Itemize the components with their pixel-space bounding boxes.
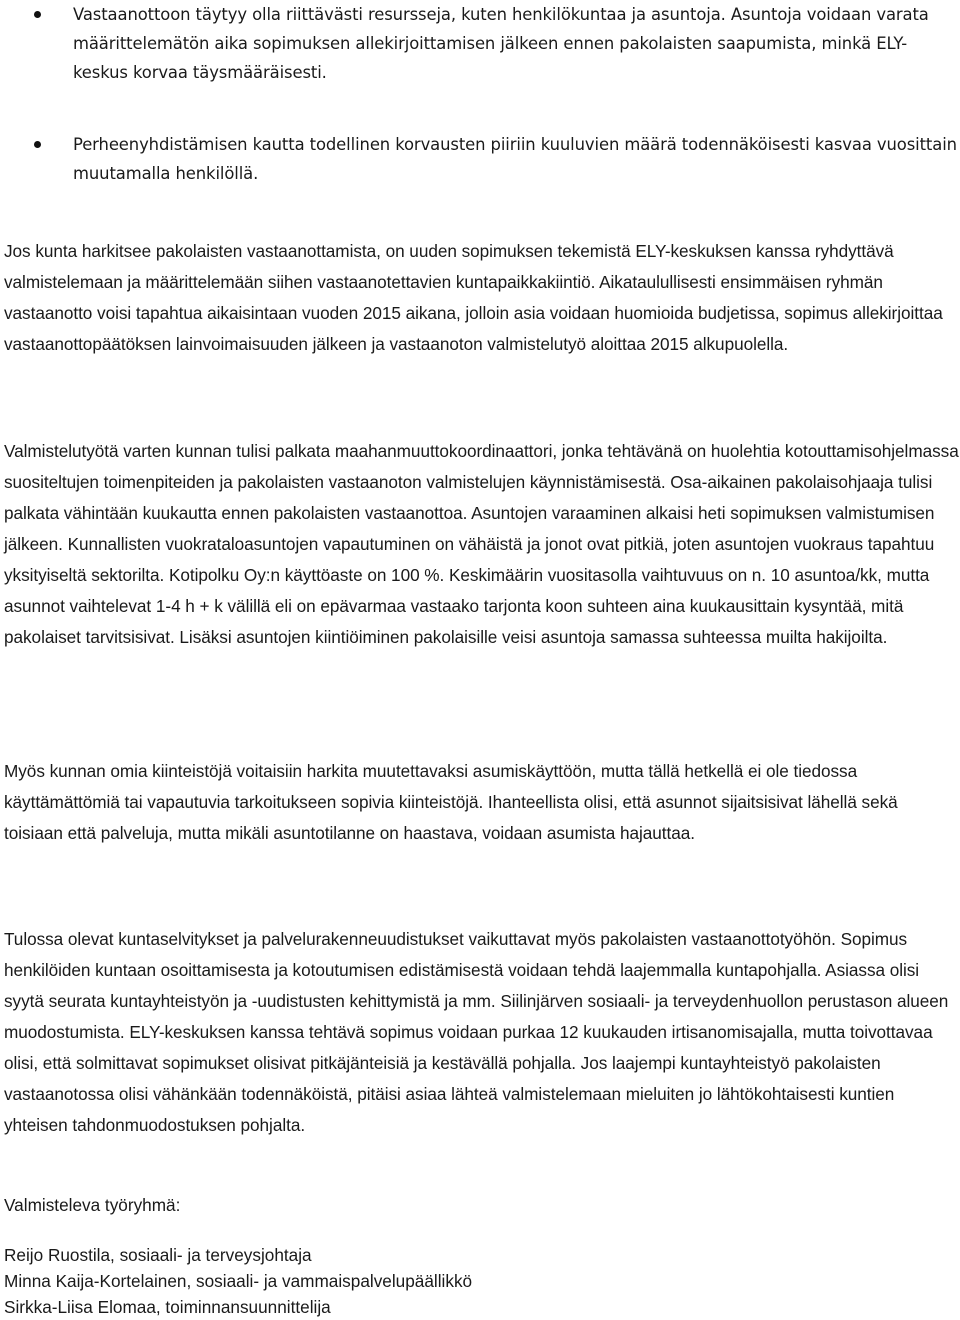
signature-member: Reijo Ruostila, sosiaali- ja terveysjohtaja: [4, 1245, 312, 1265]
bullet-dot-icon: [34, 141, 41, 148]
paragraph-kuntaselvitykset: Tulossa olevat kuntaselvitykset ja palvelurakenneuudistukset vaikuttavat myös pakolaisten vastaanottotyöhön. Sopimus henkilöiden kuntaan osoittamisesta ja kotoutumisen edistämisestä voidaan tehdä laajemmalla kuntapohjalla. Asiassa olisi syytä seurata kuntayhteistyön ja -uudistusten kehittymistä ja mm. Siilinjärven sosiaali- ja terveydenhuollon perustason alueen muodostumista. ELY-keskuksen kanssa tehtävä sopimus voidaan purkaa 12 kuukauden irtisanomisajalla, mutta toivottavaa olisi, että solmittavat sopimukset olisivat pitkäjänteisiä ja kestävällä pohjalla. Jos laajempi kuntayhteistyö pakolaisten vastaanotossa olisi vähänkään todennäköistä, pitäisi asiaa lähteä valmistelemaan mieluiten jo lähtökohtaisesti kuntien yhteisen tahdonmuodostuksen pohjalta.: [4, 929, 949, 1135]
bullet-text: Vastaanottoon täytyy olla riittävästi resursseja, kuten henkilökuntaa ja asuntoja. Asuntoja voidaan varata määrittelemätön aika sopimuksen allekirjoittamisen jälkeen ennen pakolaisten saapumista, minkä ELY-keskus korvaa täysmääräisesti.: [73, 5, 929, 82]
signature-heading: Valmisteleva työryhmä:: [4, 1195, 181, 1215]
bullet-dot-icon: [34, 11, 41, 18]
paragraph-kiinteistot: Myös kunnan omia kiinteistöjä voitaisiin harkita muutettavaksi asumiskäyttöön, mutta tällä hetkellä ei ole tiedossa käyttämättömiä tai vapautuvia tarkoitukseen sopivia kiinteistöjä. Ihanteellista olisi, että asunnot sijaitsisivat lähellä sekä toisiaan että palveluja, mutta mikäli asuntotilanne on haastava, voidaan asumista hajauttaa.: [4, 761, 898, 843]
paragraph-kunta-harkitsee: Jos kunta harkitsee pakolaisten vastaanottamista, on uuden sopimuksen tekemistä ELY-keskuksen kanssa ryhdyttävä valmistelemaan ja määrittelemään siihen vastaanotettavien kuntapaikkakiintiö. Aikataulullisesti ensimmäisen ryhmän vastaanotto voisi tapahtua aikaisintaan vuoden 2015 aikana, jolloin asia voidaan huomioida budjetissa, sopimus allekirjoittaa vastaanottopäätöksen lainvoimaisuuden jälkeen ja vastaanoton valmistelutyö aloittaa 2015 alkupuolella.: [4, 241, 943, 354]
paragraph-valmistelutyo: Valmistelutyötä varten kunnan tulisi palkata maahanmuuttokoordinaattori, jonka tehtävänä on huolehtia kotouttamisohjelmassa suositeltujen toimenpiteiden ja pakolaisten vastaanoton valmistelujen käynnistämisestä. Osa-aikainen pakolaisohjaaja tulisi palkata vähintään kuukautta ennen pakolaisten vastaanottoa. Asuntojen varaaminen alkaisi heti sopimuksen valmistumisen jälkeen. Kunnallisten vuokrataloasuntojen vapautuminen on vähäistä ja jonot ovat pitkiä, joten asuntojen vuokraus tapahtuu yksityiseltä sektorilta. Kotipolku Oy:n käyttöaste on 100 %. Keskimäärin vuositasolla vaihtuvuus on n. 10 asuntoa/kk, mutta asunnot vaihtelevat 1-4 h + k välillä eli on epävarmaa vastaako tarjonta koon suhteen aina kuukausittain kysyntää, mitä pakolaiset tarvitsisivat. Lisäksi asuntojen kiintiöiminen pakolaisille veisi asuntoja samassa suhteessa muilta hakijoilta.: [4, 441, 959, 647]
signature-member: Sirkka-Liisa Elomaa, toiminnansuunnittelija: [4, 1297, 331, 1317]
signature-member: Minna Kaija-Kortelainen, sosiaali- ja vammaispalvelupäällikkö: [4, 1271, 473, 1291]
bullet-text: Perheenyhdistämisen kautta todellinen korvausten piiriin kuuluvien määrä todennäköisesti kasvaa vuosittain muutamalla henkilöllä.: [73, 135, 957, 183]
